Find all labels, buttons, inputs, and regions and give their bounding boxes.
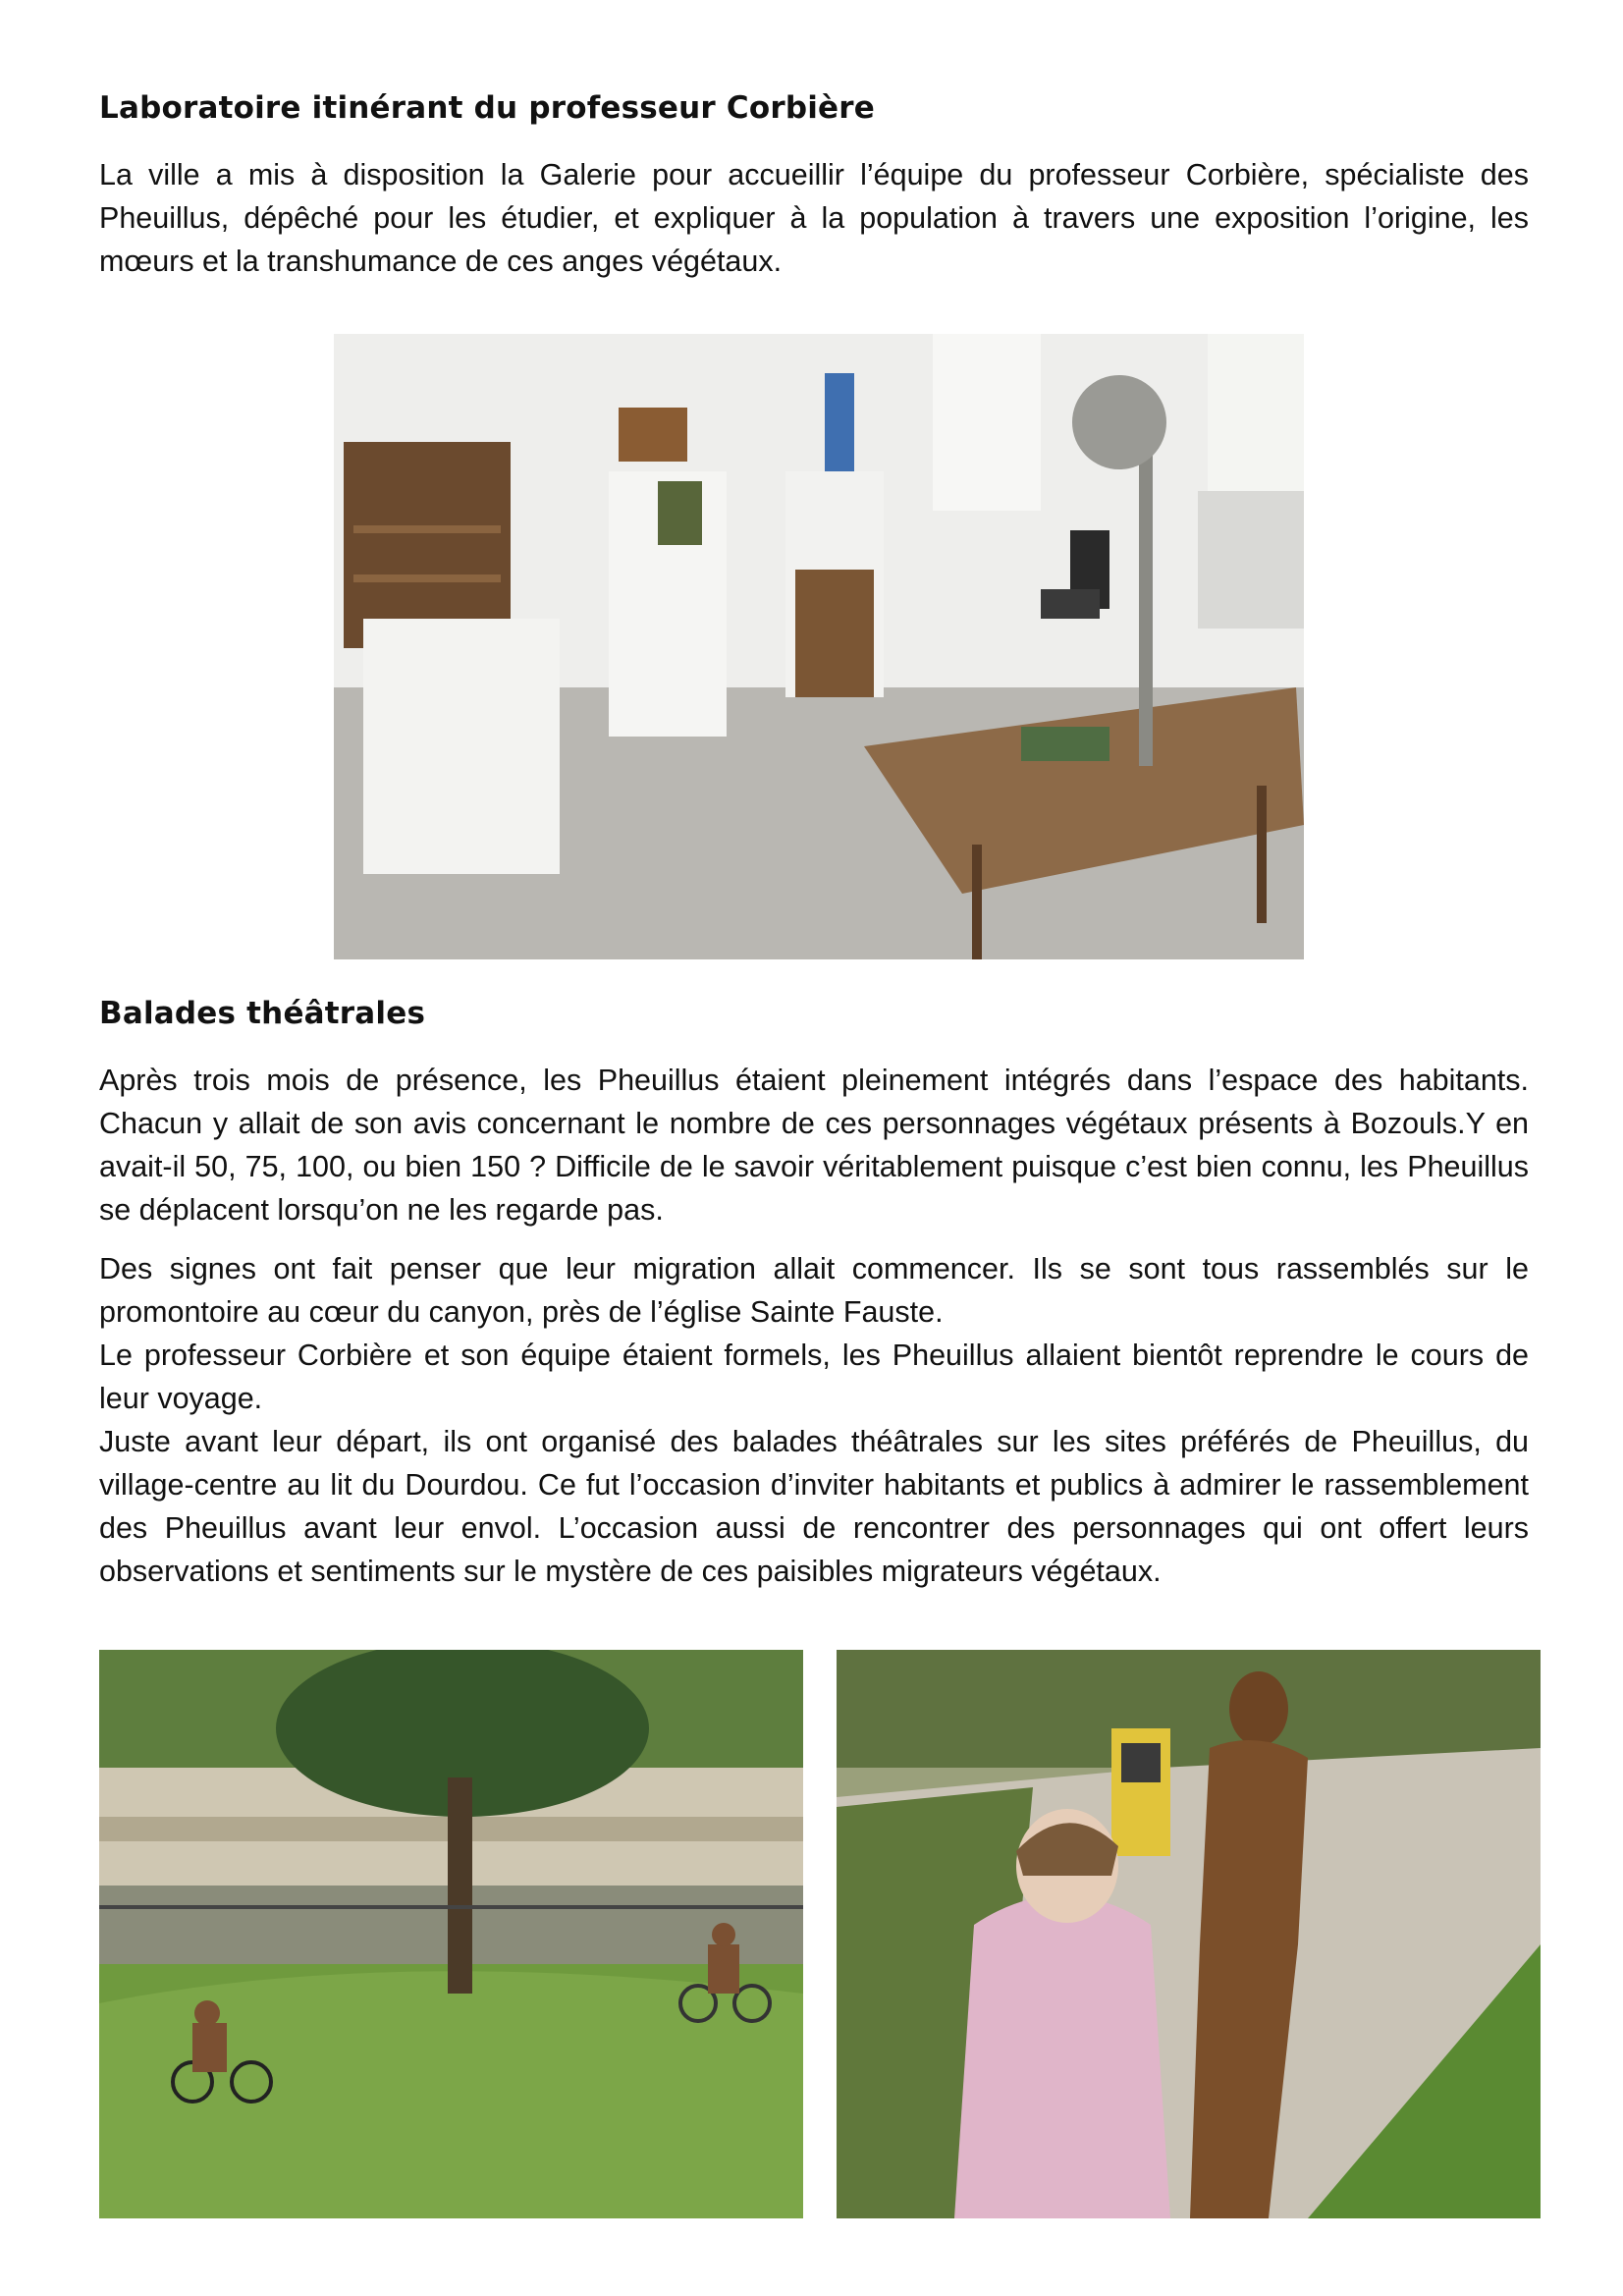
section-heading-balades: Balades théâtrales [99,996,426,1031]
paragraph-balades-2-line1: Des signes ont fait penser que leur migration allait commencer. Ils se sont tous rassemblés sur le promontoire au cœur du canyon, près de l’église Sainte Fauste. [99,1252,1529,1329]
paragraph-balades-2-line3: Juste avant leur départ, ils ont organisé des balades théâtrales sur les sites préférés de Pheuillus, du village-centre au lit du Dourdou. Ce fut l’occasion d’inviter habitants et publics à admirer le rassemblement des Pheuillus avant leur envol. L’occasion aussi de rencontrer des personnages qui ont offert leurs observations et sentiments sur le mystère de ces paisibles migrateurs végétaux. [99,1425,1529,1588]
paragraph-balades-2-line2: Le professeur Corbière et son équipe étaient formels, les Pheuillus allaient bientôt reprendre le cours de leur voyage. [99,1339,1529,1415]
section-heading-laboratoire: Laboratoire itinérant du professeur Corbière [99,90,875,126]
photo-park-cyclists [99,1650,803,2218]
paragraph-balades-1: Après trois mois de présence, les Pheuillus étaient pleinement intégrés dans l’espace des habitants. Chacun y allait de son avis concernant le nombre de ces personnages végétaux présents à Bozouls.Y en avait-il 50, 75, 100, ou bien 150 ? Difficile de le savoir véritablement puisque c’est bien connu, les Pheuillus se déplacent lorsqu’on ne les regarde pas. [99,1064,1529,1227]
photo-visitor-sculpture [837,1650,1541,2218]
photo-laboratory-exhibition [334,334,1304,959]
paragraph-laboratoire: La ville a mis à disposition la Galerie pour accueillir l’équipe du professeur Corbière, spécialiste des Pheuillus, dépêché pour les étudier, et expliquer à la population à travers une exposition l’origine, les mœurs et la transhumance de ces anges végétaux. [99,158,1529,278]
